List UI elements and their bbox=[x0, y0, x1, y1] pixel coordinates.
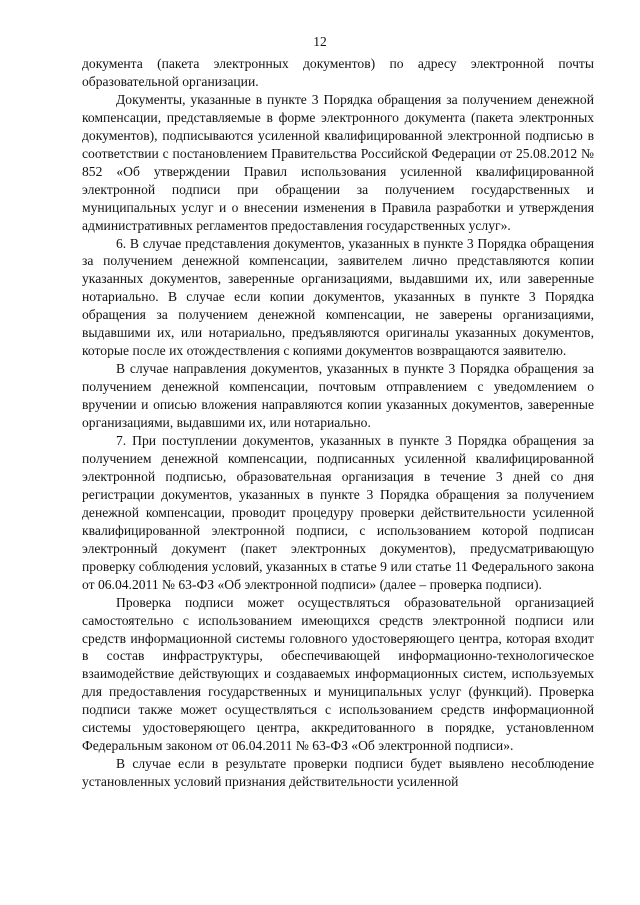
paragraph-verification-result: В случае если в результате проверки подписи будет выявлено несоблюдение установленных условий признания действительности усиленной bbox=[82, 756, 594, 790]
page-number: 12 bbox=[313, 34, 327, 49]
paragraph-continuation: документа (пакета электронных документов) по адресу электронной почты образовательной организации. bbox=[82, 56, 594, 89]
paragraph-postal-delivery: В случае направления документов, указанных в пункте 3 Порядка обращения за получением денежной компенсации, почтовым отправлением с уведомлением о вручении и описью вложения направляются копии указанных документов, заверенные организациями, выдавшими их, или нотариально. bbox=[82, 361, 594, 431]
document-body bbox=[82, 55, 594, 791]
paragraph-item-7: 7. При поступлении документов, указанных в пункте 3 Порядка обращения за получением денежной компенсации, подписанных усиленной квалифицированной электронной подписью, образовательная организация в течение 3 дней со дня регистрации документов, указанных в пункте 3 Порядка обращения за получением денежной компенсации, проводит процедуру проверки действительности усиленной квалифицированной электронной подписи, с использованием которой подписан электронный документ (пакет электронных документов), предусматривающую проверку соблюдения условий, указанных в статье 9 или статье 11 Федерального закона от 06.04.2011 № 63-ФЗ «Об электронной подписи» (далее – проверка подписи). bbox=[82, 433, 594, 592]
paragraph-item-6: 6. В случае представления документов, указанных в пункте 3 Порядка обращения за получением денежной компенсации, заявителем лично представляются копии указанных документов, заверенные организациями, выдавшими их, или заверенные нотариально. В случае если копии документов, указанных в пункте 3 Порядка обращения за получением денежной компенсации, не заверены организациями, выдавшими их, или нотариально, предъявляются оригиналы указанных документов, которые после их отождествления с копиями документов возвращаются заявителю. bbox=[82, 235, 594, 359]
paragraph-signature-verification: Проверка подписи может осуществляться образовательной организацией самостоятельно с использованием имеющихся средств электронной подписи или средств информационной системы головного удостоверяющего центра, которая входит в состав инфраструктуры, обеспечивающей информационно-технологическое взаимодействие действующих и создаваемых информационных систем, используемых для предоставления государственных и муниципальных услуг (функций). Проверка подписи также может осуществляться с использованием средств информационной системы удостоверяющего центра, аккредитованного в порядке, установленном Федеральным законом от 06.04.2011 № 63-ФЗ «Об электронной подписи». bbox=[82, 594, 594, 754]
paragraph-electronic-signature: Документы, указанные в пункте 3 Порядка обращения за получением денежной компенсации, представляемые в форме электронного документа (пакета электронных документов), подписываются усиленной квалифицированной электронной подписью в соответствии с постановлением Правительства Российской Федерации от 25.08.2012 № 852 «Об утверждении Правил использования усиленной квалифицированной электронной подписи при обращении за получением государственных и муниципальных услуг и о внесении изменения в Правила разработки и утверждения административных регламентов предоставления государственных услуг». bbox=[82, 91, 594, 233]
